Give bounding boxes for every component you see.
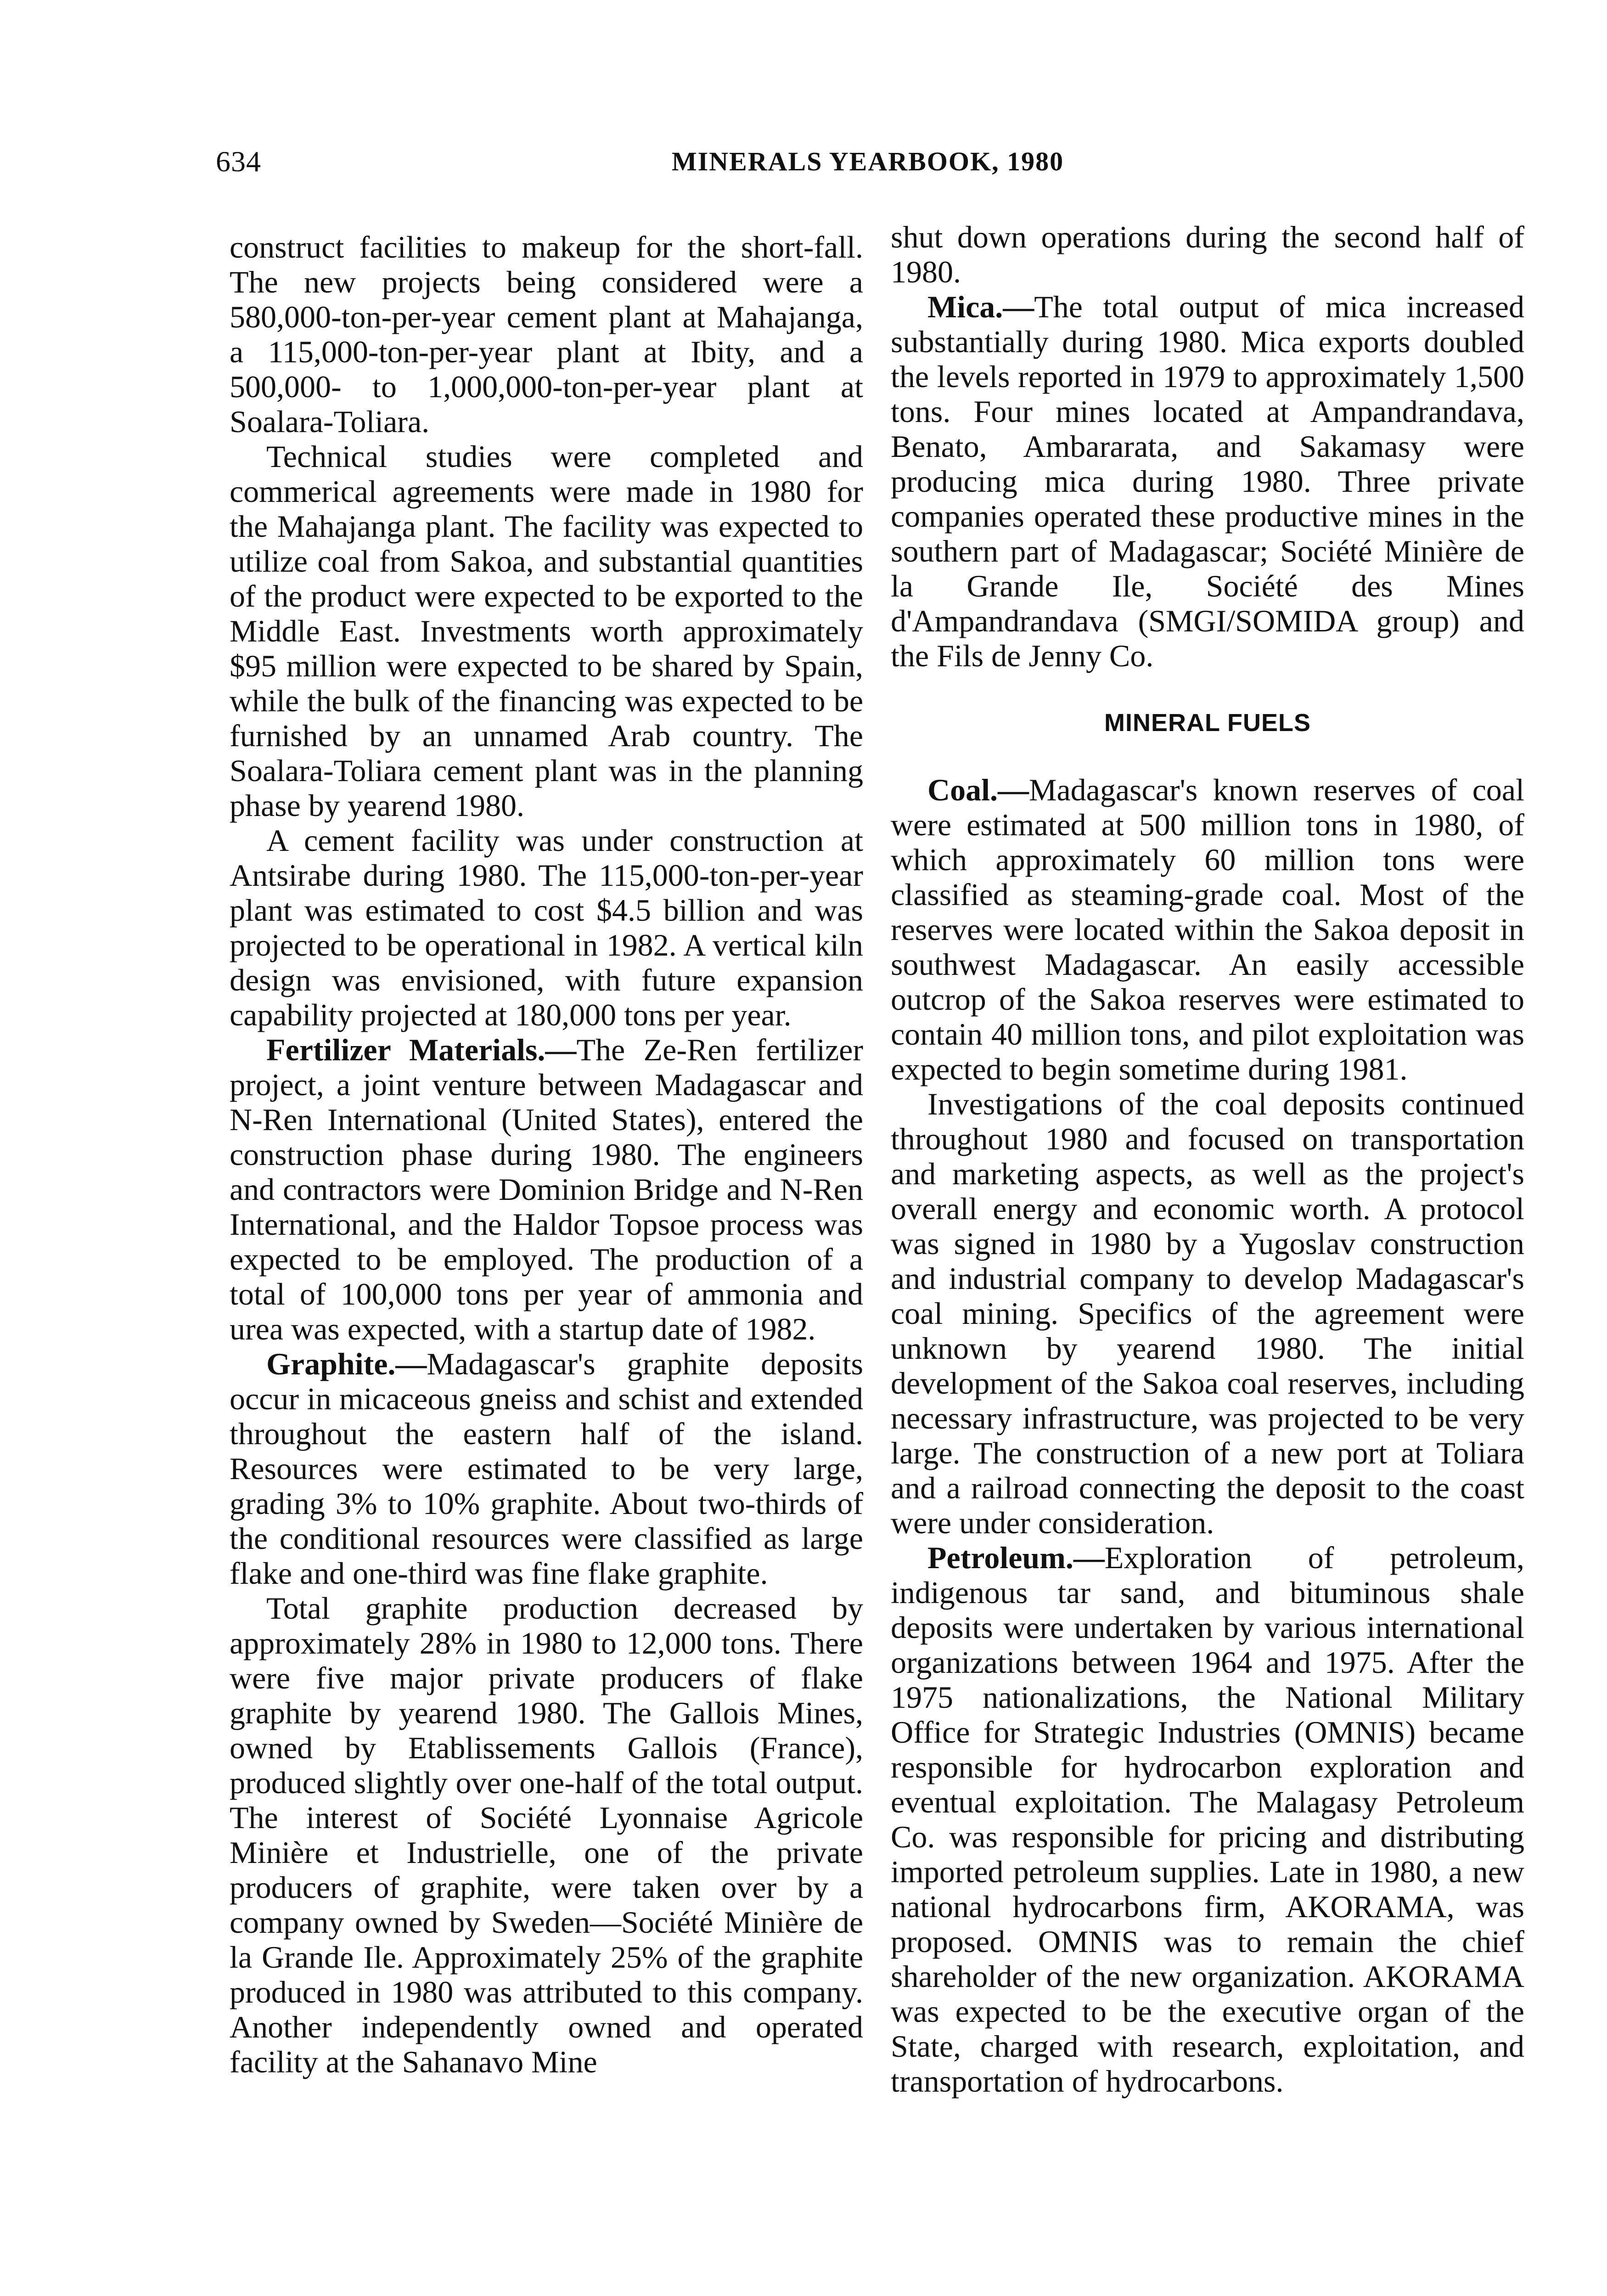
paragraph: Total graphite production decreased by approximately 28% in 1980 to 12,000 tons. There were five major private producers of flake graphite by yearend 1980. The Gallois Mines, owned by Etablissements Gallois (France), produced slightly over one-half of the total output. The interest of Société Lyonnaise Agricole Minière et Industrielle, one of the private producers of graphite, were taken over by a company owned by Sweden—Société Minière de la Grande Ile. Approximately 25% of the graphite produced in 1980 was attributed to this company. Another independently owned and operated facility at the Sahanavo Mine [230,1591,863,2079]
paragraph-graphite [230,1346,863,1591]
paragraph: construct facilities to makeup for the short-fall. The new projects being considered were a 580,000-ton-per-year cement plant at Mahajanga, a 115,000-ton-per-year plant at Ibity, and a 500,000- to 1,000,000-ton-per-year plant at Soalara-Toliara. [230,230,863,439]
section-heading: MINERAL FUELS [1104,709,1311,737]
paragraph-text: The total output of mica increased substantially during 1980. Mica exports doubled the levels reported in 1979 to approximately 1,500 tons. Four mines located at Ampandrandava, Benato, Ambararata, and Sakamasy were producing mica during 1980. Three private companies operated these productive mines in the southern part of Madagascar; Société Minière de la Grande Ile, Société des Mines d'Ampandrandava (SMGI/SOMIDA group) and the Fils de Jenny Co. [891,289,1524,673]
run-in-heading-graphite: Graphite.— [266,1346,427,1381]
run-in-heading-coal: Coal.— [927,772,1029,807]
paragraph-text: Madagascar's graphite deposits occur in micaceous gneiss and schist and extended throughout the eastern half of the island. Resources were estimated to be very large, grading 3% to 10% graphite. About two-thirds of the conditional resources were classified as large flake and one-third was fine flake graphite. [230,1346,863,1591]
paragraph-petroleum [891,1540,1524,2099]
paragraph: Investigations of the coal deposits continued throughout 1980 and focused on transportation and marketing aspects, as well as the project's overall energy and economic worth. A protocol was signed in 1980 by a Yugoslav construction and industrial company to develop Madagascar's coal mining. Specifics of the agreement were unknown by yearend 1980. The initial development of the Sakoa coal reserves, including necessary infrastructure, was projected to be very large. The construction of a new port at Toliara and a railroad connecting the deposit to the coast were under consideration. [891,1086,1524,1540]
paragraph: A cement facility was under construction at Antsirabe during 1980. The 115,000-ton-per-year plant was estimated to cost $4.5 billion and was projected to be operational in 1982. A vertical kiln design was envisioned, with future expansion capability projected at 180,000 tons per year. [230,823,863,1032]
run-in-heading-petroleum: Petroleum.— [927,1540,1105,1575]
left-column [230,230,863,2079]
paragraph-text: Madagascar's known reserves of coal were estimated at 500 million tons in 1980, of which approximately 60 million tons were classified as steaming-grade coal. Most of the reserves were located within the Sakoa deposit in southwest Madagascar. An easily accessible outcrop of the Sakoa reserves were estimated to contain 40 million tons, and pilot exploitation was expected to begin sometime during 1981. [891,772,1524,1086]
right-column [891,219,1524,2099]
paragraph: Technical studies were completed and commerical agreements were made in 1980 for the Mahajanga plant. The facility was expected to utilize coal from Sakoa, and substantial quantities of the product were expected to be exported to the Middle East. Investments worth approximately $95 million were expected to be shared by Spain, while the bulk of the financing was expected to be furnished by an unnamed Arab country. The Soalara-Toliara cement plant was in the planning phase by yearend 1980. [230,439,863,823]
paragraph: shut down operations during the second half of 1980. [891,219,1524,289]
paragraph-mica [891,289,1524,673]
paragraph-coal [891,772,1524,1086]
page-number: 634 [216,145,261,178]
run-in-heading-fertilizer: Fertilizer Materials.— [266,1032,577,1067]
running-title: MINERALS YEARBOOK, 1980 [671,146,1064,176]
paragraph-text: The Ze-Ren fertilizer project, a joint venture between Madagascar and N-Ren International (United States), entered the construction phase during 1980. The engineers and contractors were Dominion Bridge and N-Ren International, and the Haldor Topsoe process was expected to be employed. The production of a total of 100,000 tons per year of ammonia and urea was expected, with a startup date of 1982. [230,1032,864,1346]
paragraph-text: Exploration of petroleum, indigenous tar sand, and bituminous shale deposits were undertaken by various international organizations between 1964 and 1975. After the 1975 nationalizations, the National Military Office for Strategic Industries (OMNIS) became responsible for hydrocarbon exploration and eventual exploitation. The Malagasy Petroleum Co. was responsible for pricing and distributing imported petroleum supplies. Late in 1980, a new national hydrocarbons firm, AKORAMA, was proposed. OMNIS was to remain the chief shareholder of the new organization. AKORAMA was expected to be the executive organ of the State, charged with research, exploitation, and transportation of hydrocarbons. [891,1540,1524,2099]
run-in-heading-mica: Mica.— [927,289,1034,324]
paragraph-fertilizer [230,1032,863,1346]
